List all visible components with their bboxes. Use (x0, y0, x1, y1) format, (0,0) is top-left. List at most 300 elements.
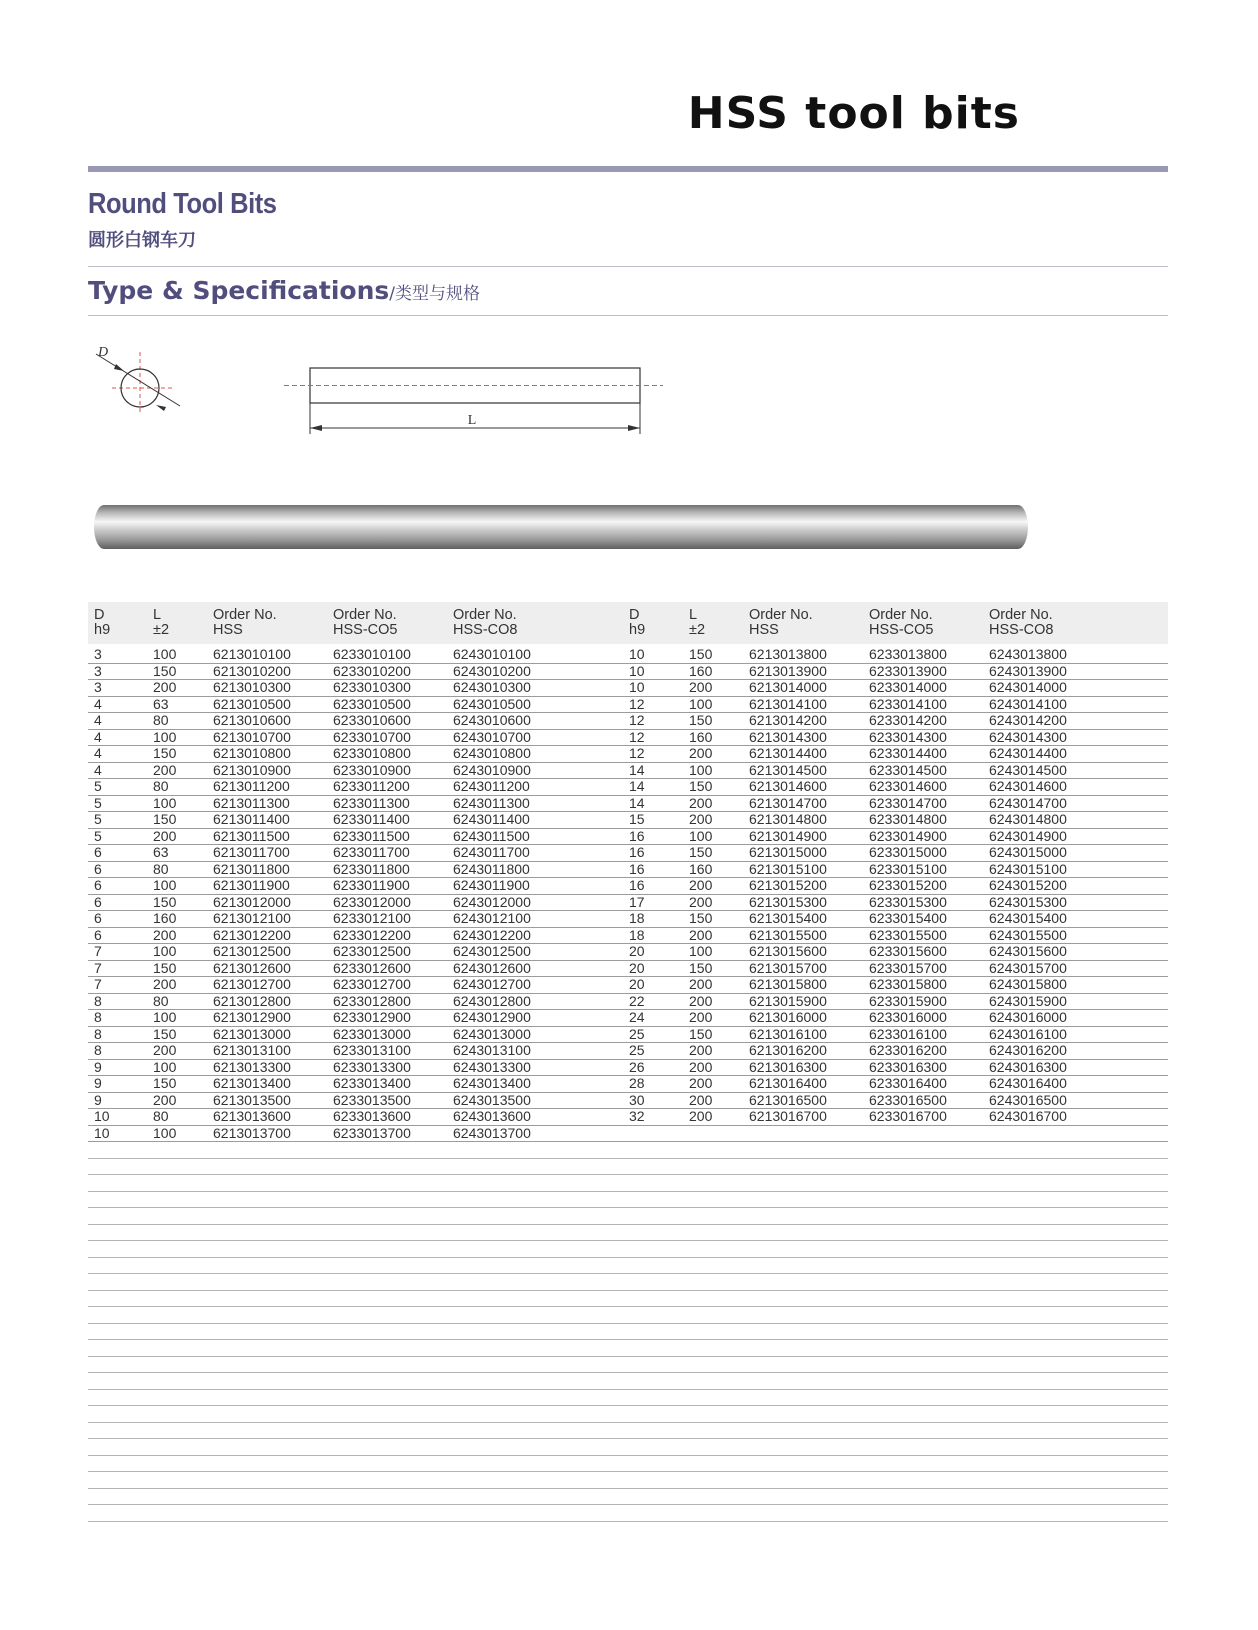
table-cell: 4 (94, 761, 102, 778)
title-rule (88, 166, 1168, 172)
column-header-line2: HSS (213, 622, 243, 638)
table-cell: 14 (629, 794, 645, 811)
table-cell: 150 (153, 1075, 177, 1091)
table-cell: 6213016100 (749, 1025, 827, 1042)
table-cell: 6243015600 (989, 943, 1067, 959)
table-cell: 6233015800 (869, 976, 947, 992)
table-row (88, 745, 1168, 763)
table-cell: 6233010900 (333, 761, 411, 778)
table-cell: 6213014400 (749, 745, 827, 761)
table-row (88, 960, 1168, 978)
table-cell: 22 (629, 992, 645, 1009)
table-cell: 6233010100 (333, 646, 411, 662)
table-cell: 6213014300 (749, 728, 827, 745)
table-cell: 160 (689, 728, 713, 745)
column-header (629, 608, 645, 638)
table-cell: 6233010500 (333, 695, 411, 712)
table-cell: 6233013900 (869, 662, 947, 679)
table-row (88, 828, 1168, 846)
table-cell: 5 (94, 794, 102, 811)
table-cell: 6233014100 (869, 695, 947, 712)
table-cell: 18 (629, 926, 645, 943)
ruled-line (88, 1257, 1168, 1258)
table-cell: 200 (689, 745, 713, 761)
table-row (88, 927, 1168, 945)
table-cell: 6243011700 (453, 844, 530, 860)
column-header-line1: Order No. (989, 607, 1053, 623)
table-row (88, 762, 1168, 780)
table-cell: 6213014800 (749, 811, 827, 827)
length-label: L (467, 413, 477, 428)
table-cell: 6243010100 (453, 646, 531, 662)
column-header-line2: HSS (749, 622, 779, 638)
arrow-head-icon (156, 405, 166, 411)
table-cell: 80 (153, 992, 169, 1009)
table-cell: 6 (94, 877, 102, 893)
table-cell: 6213013900 (749, 662, 827, 679)
table-cell: 4 (94, 695, 102, 712)
table-cell: 6213013600 (213, 1108, 291, 1124)
table-cell: 6 (94, 893, 102, 910)
table-cell: 6213012800 (213, 992, 291, 1009)
table-cell: 200 (153, 827, 177, 844)
table-cell: 6233011400 (333, 811, 410, 827)
table-cell: 9 (94, 1075, 102, 1091)
table-cell: 6213015300 (749, 893, 827, 910)
arrow-head-icon (310, 425, 322, 431)
table-cell: 6233012900 (333, 1009, 411, 1025)
table-cell: 200 (689, 877, 713, 893)
table-cell: 6213015000 (749, 844, 827, 860)
table-cell: 12 (629, 695, 645, 712)
table-cell: 80 (153, 778, 169, 794)
table-cell: 200 (689, 811, 713, 827)
table-cell: 6233015600 (869, 943, 947, 959)
rod-photo (92, 502, 1032, 557)
table-cell: 17 (629, 893, 645, 910)
table-cell: 100 (689, 827, 713, 844)
table-cell: 20 (629, 976, 645, 992)
table-cell: 6233012500 (333, 943, 411, 959)
table-cell: 6233016100 (869, 1025, 947, 1042)
table-cell: 6243016300 (989, 1058, 1067, 1075)
table-cell: 6233010300 (333, 679, 411, 695)
page-title: HSS tool bits (687, 88, 1020, 139)
section-subtitle: 圆形白钢车刀 (88, 230, 196, 251)
table-cell: 6233014700 (869, 794, 947, 811)
table-row (88, 1092, 1168, 1110)
table-cell: 6233015300 (869, 893, 947, 910)
table-cell: 6243014000 (989, 679, 1067, 695)
table-cell: 6243012500 (453, 943, 531, 959)
table-cell: 6243013500 (453, 1091, 531, 1108)
table-cell: 200 (689, 1091, 713, 1108)
column-header-line1: Order No. (869, 607, 933, 623)
table-cell: 6243014400 (989, 745, 1067, 761)
table-cell: 6243014600 (989, 778, 1067, 794)
ruled-line (88, 1389, 1168, 1390)
ruled-line (88, 1438, 1168, 1439)
table-row (88, 1075, 1168, 1093)
ruled-line (88, 1504, 1168, 1505)
divider (88, 266, 1168, 267)
table-cell: 100 (153, 1124, 177, 1141)
table-cell: 150 (689, 712, 713, 728)
table-cell: 6243013000 (453, 1025, 531, 1042)
table-cell: 80 (153, 860, 169, 877)
ruled-line (88, 1158, 1168, 1159)
table-cell: 6213013800 (749, 646, 827, 662)
table-cell: 200 (689, 926, 713, 943)
table-cell: 100 (153, 728, 177, 745)
divider (88, 315, 1168, 316)
table-cell: 6233015400 (869, 910, 947, 926)
table-cell: 6243016200 (989, 1042, 1067, 1058)
table-cell: 6243010200 (453, 662, 531, 679)
table-cell: 200 (153, 761, 177, 778)
table-cell: 6233015100 (869, 860, 947, 877)
table-cell: 4 (94, 728, 102, 745)
table-cell: 6233015700 (869, 959, 947, 976)
table-cell: 6243013600 (453, 1108, 531, 1124)
table-cell: 6243011200 (453, 778, 530, 794)
table-cell: 200 (153, 1091, 177, 1108)
table-cell: 4 (94, 712, 102, 728)
table-cell: 6213010300 (213, 679, 291, 695)
table-cell: 6213012000 (213, 893, 291, 910)
table-cell: 200 (689, 794, 713, 811)
steel-rod-image (94, 505, 1028, 549)
column-header-line1: L (689, 607, 698, 623)
table-cell: 6243015100 (989, 860, 1067, 877)
table-cell: 200 (153, 976, 177, 992)
ruled-line (88, 1273, 1168, 1274)
table-cell: 7 (94, 976, 102, 992)
table-cell: 6213013500 (213, 1091, 291, 1108)
table-cell: 6243010500 (453, 695, 531, 712)
table-cell: 6213016500 (749, 1091, 827, 1108)
table-row (88, 1125, 1168, 1143)
table-cell: 4 (94, 745, 102, 761)
table-cell: 6 (94, 926, 102, 943)
column-header-line1: Order No. (213, 607, 277, 623)
table-cell: 10 (94, 1124, 110, 1141)
table-row (88, 877, 1168, 895)
table-cell: 6233014600 (869, 778, 947, 794)
table-cell: 150 (689, 646, 713, 662)
table-cell: 6243014900 (989, 827, 1067, 844)
table-cell: 6233015200 (869, 877, 947, 893)
table-row (88, 1059, 1168, 1077)
table-cell: 6243016500 (989, 1091, 1067, 1108)
column-header-line2: HSS-CO5 (869, 622, 934, 638)
table-cell: 6233012100 (333, 910, 411, 926)
table-row (88, 712, 1168, 730)
ruled-line (88, 1356, 1168, 1357)
column-header (869, 608, 933, 638)
table-cell: 160 (689, 860, 713, 877)
table-cell: 6213012500 (213, 943, 291, 959)
table-cell: 6233012200 (333, 926, 411, 943)
table-cell: 150 (689, 1025, 713, 1042)
table-cell: 6243012800 (453, 992, 531, 1009)
table-cell: 200 (689, 1009, 713, 1025)
table-cell: 6233013600 (333, 1108, 411, 1124)
table-cell: 6243010900 (453, 761, 531, 778)
table-cell: 100 (153, 877, 177, 893)
table-cell: 6233011700 (333, 844, 410, 860)
table-cell: 6243015900 (989, 992, 1067, 1009)
table-cell: 15 (629, 811, 645, 827)
table-row (88, 1009, 1168, 1027)
column-header (749, 608, 813, 638)
table-cell: 3 (94, 662, 102, 679)
table-cell: 25 (629, 1042, 645, 1058)
table-cell: 6233013400 (333, 1075, 411, 1091)
table-cell: 6213012200 (213, 926, 291, 943)
table-cell: 16 (629, 844, 645, 860)
arrow-head-icon (628, 425, 640, 431)
table-cell: 8 (94, 1042, 102, 1058)
column-header-line2: HSS-CO8 (453, 622, 518, 638)
table-cell: 18 (629, 910, 645, 926)
ruled-line (88, 1323, 1168, 1324)
spec-heading-text: Type & Specifications (88, 276, 390, 305)
spec-heading (88, 276, 480, 305)
table-cell: 6233014400 (869, 745, 947, 761)
column-header-line2: h9 (94, 622, 111, 638)
column-header (213, 608, 277, 638)
table-cell: 6233016400 (869, 1075, 947, 1091)
table-cell: 6 (94, 844, 102, 860)
table-cell: 6243010600 (453, 712, 531, 728)
table-row (88, 844, 1168, 862)
table-cell: 6213011500 (213, 827, 290, 844)
table-cell: 6233015000 (869, 844, 947, 860)
column-header (153, 608, 169, 638)
table-cell: 6233014800 (869, 811, 947, 827)
table-cell: 6233015900 (869, 992, 947, 1009)
table-cell: 160 (689, 662, 713, 679)
table-cell: 6243014100 (989, 695, 1067, 712)
table-cell: 32 (629, 1108, 645, 1124)
table-row (88, 811, 1168, 829)
table-cell: 6213015100 (749, 860, 827, 877)
table-cell: 200 (689, 992, 713, 1009)
column-header-line1: L (153, 607, 162, 623)
table-cell: 8 (94, 992, 102, 1009)
table-cell: 6243015700 (989, 959, 1067, 976)
arrow-head-icon (114, 364, 124, 371)
table-cell: 6233016700 (869, 1108, 947, 1124)
column-header-line1: Order No. (333, 607, 397, 623)
table-cell: 150 (689, 778, 713, 794)
table-cell: 6243012000 (453, 893, 531, 910)
table-cell: 150 (153, 893, 177, 910)
table-cell: 9 (94, 1058, 102, 1075)
table-cell: 20 (629, 959, 645, 976)
table-cell: 6243010700 (453, 728, 531, 745)
table-row (88, 894, 1168, 912)
table-cell: 3 (94, 646, 102, 662)
table-cell: 200 (153, 926, 177, 943)
table-cell: 6213011400 (213, 811, 290, 827)
table-cell: 6213011200 (213, 778, 290, 794)
table-cell: 200 (689, 893, 713, 910)
table-cell: 150 (153, 662, 177, 679)
table-cell: 100 (689, 943, 713, 959)
table-cell: 6243011800 (453, 860, 530, 877)
table-cell: 6243014700 (989, 794, 1067, 811)
table-cell: 6233010700 (333, 728, 411, 745)
table-cell: 6243013300 (453, 1058, 531, 1075)
table-cell: 80 (153, 712, 169, 728)
table-cell: 3 (94, 679, 102, 695)
table-cell: 6243013900 (989, 662, 1067, 679)
table-cell: 6213015600 (749, 943, 827, 959)
table-cell: 6213014500 (749, 761, 827, 778)
table-cell: 100 (689, 761, 713, 778)
table-cell: 6243015200 (989, 877, 1067, 893)
table-cell: 7 (94, 959, 102, 976)
table-cell: 6213013100 (213, 1042, 291, 1058)
table-cell: 6213016300 (749, 1058, 827, 1075)
table-cell: 150 (689, 959, 713, 976)
table-cell: 6243016100 (989, 1025, 1067, 1042)
table-cell: 6213015900 (749, 992, 827, 1009)
table-cell: 16 (629, 860, 645, 877)
table-cell: 6213014900 (749, 827, 827, 844)
table-cell: 6213016700 (749, 1108, 827, 1124)
table-cell: 100 (153, 1009, 177, 1025)
diameter-leader (96, 354, 180, 406)
table-cell: 6213014200 (749, 712, 827, 728)
table-row (88, 1042, 1168, 1060)
table-cell: 6243012200 (453, 926, 531, 943)
table-cell: 6243012600 (453, 959, 531, 976)
table-cell: 14 (629, 778, 645, 794)
table-cell: 28 (629, 1075, 645, 1091)
table-cell: 63 (153, 695, 169, 712)
table-cell: 6213011800 (213, 860, 290, 877)
table-cell: 12 (629, 745, 645, 761)
ruled-line (88, 1224, 1168, 1225)
column-header-line1: D (629, 607, 640, 623)
table-cell: 6233013100 (333, 1042, 411, 1058)
table-cell: 6243013100 (453, 1042, 531, 1058)
table-cell: 6213011900 (213, 877, 290, 893)
table-cell: 6243013700 (453, 1124, 531, 1141)
table-cell: 5 (94, 778, 102, 794)
table-cell: 6243012100 (453, 910, 531, 926)
table-cell: 6233011900 (333, 877, 410, 893)
table-cell: 6 (94, 860, 102, 877)
table-cell: 10 (629, 646, 645, 662)
table-cell: 6243016400 (989, 1075, 1067, 1091)
table-cell: 8 (94, 1009, 102, 1025)
dimension-drawing-svg (88, 340, 688, 440)
table-cell: 24 (629, 1009, 645, 1025)
table-cell: 6243014300 (989, 728, 1067, 745)
column-header-line2: HSS-CO5 (333, 622, 398, 638)
column-header (453, 608, 517, 638)
table-cell: 6213015200 (749, 877, 827, 893)
table-cell: 6243011900 (453, 877, 530, 893)
table-row (88, 910, 1168, 928)
column-header (989, 608, 1053, 638)
table-cell: 100 (153, 943, 177, 959)
ruled-line (88, 1207, 1168, 1208)
table-cell: 6233014500 (869, 761, 947, 778)
table-cell: 6213011300 (213, 794, 290, 811)
ruled-line (88, 1174, 1168, 1175)
table-cell: 9 (94, 1091, 102, 1108)
table-cell: 6233016500 (869, 1091, 947, 1108)
table-cell: 6213015800 (749, 976, 827, 992)
table-cell: 10 (629, 679, 645, 695)
column-header (94, 608, 110, 638)
table-cell: 6243015500 (989, 926, 1067, 943)
table-cell: 6233011500 (333, 827, 410, 844)
table-cell: 6213013300 (213, 1058, 291, 1075)
table-cell: 6233010200 (333, 662, 411, 679)
table-cell: 6213013400 (213, 1075, 291, 1091)
ruled-line (88, 1339, 1168, 1340)
table-row (88, 976, 1168, 994)
table-cell: 6243016000 (989, 1009, 1067, 1025)
table-cell: 6233010800 (333, 745, 411, 761)
table-cell: 200 (153, 1042, 177, 1058)
table-cell: 6213010900 (213, 761, 291, 778)
table-cell: 6233010600 (333, 712, 411, 728)
table-cell: 6233014000 (869, 679, 947, 695)
table-cell: 6243014800 (989, 811, 1067, 827)
table-cell: 8 (94, 1025, 102, 1042)
ruled-line (88, 1455, 1168, 1456)
table-cell: 6243011400 (453, 811, 530, 827)
table-cell: 6213011700 (213, 844, 290, 860)
table-cell: 6213014600 (749, 778, 827, 794)
table-cell: 5 (94, 827, 102, 844)
table-cell: 6233015500 (869, 926, 947, 943)
table-cell: 6243012700 (453, 976, 531, 992)
table-cell: 6243015000 (989, 844, 1067, 860)
ruled-line (88, 1422, 1168, 1423)
table-cell: 6233012000 (333, 893, 411, 910)
table-cell: 80 (153, 1108, 169, 1124)
table-cell: 16 (629, 827, 645, 844)
dimension-drawing (88, 340, 688, 445)
table-row (88, 993, 1168, 1011)
table-cell: 200 (689, 679, 713, 695)
table-cell: 6213013000 (213, 1025, 291, 1042)
table-row (88, 679, 1168, 697)
table-cell: 150 (153, 745, 177, 761)
table-cell: 6213012700 (213, 976, 291, 992)
table-cell: 6233016000 (869, 1009, 947, 1025)
table-cell: 7 (94, 943, 102, 959)
table-cell: 6233013300 (333, 1058, 411, 1075)
table-cell: 6213015400 (749, 910, 827, 926)
table-cell: 6213010700 (213, 728, 291, 745)
table-cell: 6233016200 (869, 1042, 947, 1058)
table-cell: 25 (629, 1025, 645, 1042)
table-cell: 6213012600 (213, 959, 291, 976)
ruled-line (88, 1240, 1168, 1241)
ruled-line (88, 1471, 1168, 1472)
table-cell: 200 (689, 1108, 713, 1124)
table-cell: 200 (689, 1058, 713, 1075)
